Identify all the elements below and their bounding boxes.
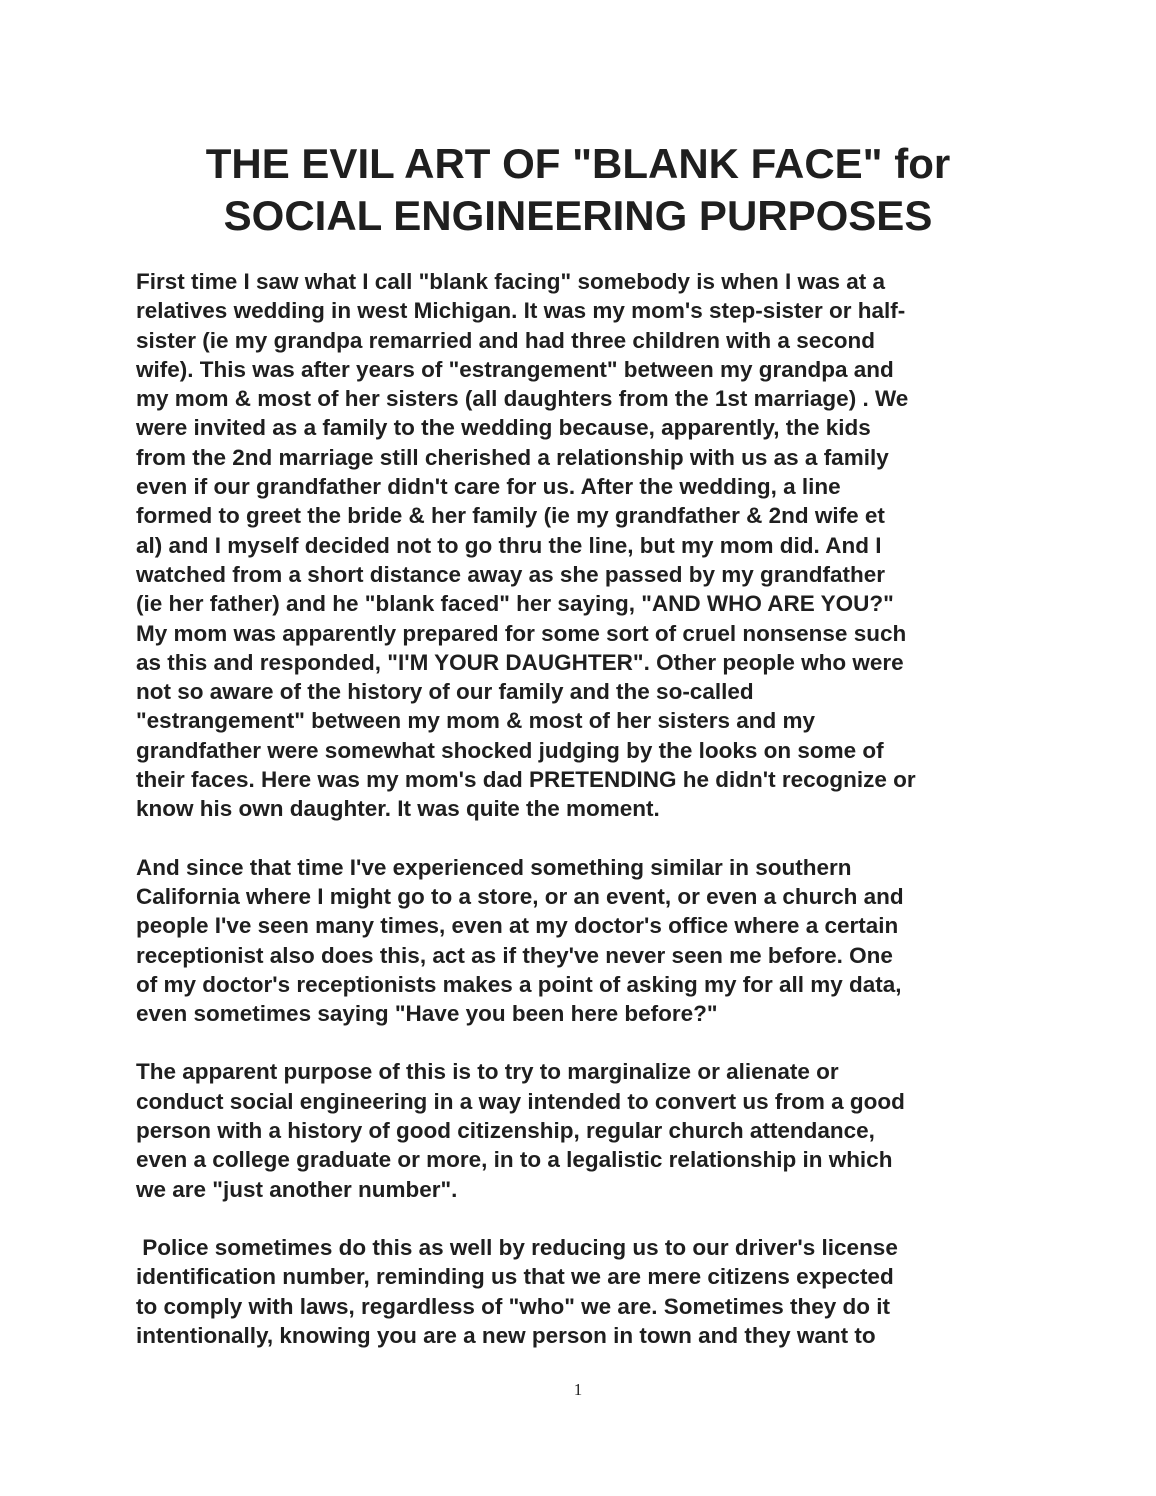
title-line: SOCIAL ENGINEERING PURPOSES	[223, 192, 933, 239]
text-line: (ie her father) and he "blank faced" her saying, "AND WHO ARE YOU?"	[136, 591, 894, 617]
text-line: as this and responded, "I'M YOUR DAUGHTER". Other people who were	[136, 649, 904, 675]
text-line: person with a history of good citizenship, regular church attendance,	[136, 1118, 875, 1144]
text-line: to comply with laws, regardless of "who" we are. Sometimes they do it	[136, 1293, 891, 1319]
text-line: from the 2nd marriage still cherished a relationship with us as a family	[136, 444, 889, 470]
paragraph-california	[136, 853, 1026, 1029]
text-line: of my doctor's receptionists makes a point of asking my for all my data,	[136, 971, 902, 997]
text-line: "estrangement" between my mom & most of her sisters and my	[136, 708, 816, 734]
text-line: Police sometimes do this as well by reducing us to our driver's license	[136, 1234, 898, 1260]
text-line: even sometimes saying "Have you been here before?"	[136, 1001, 718, 1027]
text-line: not so aware of the history of our family and the so-called	[136, 679, 754, 705]
text-line: formed to greet the bride & her family (ie my grandfather & 2nd wife et	[136, 503, 885, 529]
page-number: 1	[573, 1380, 583, 1399]
paragraph-purpose	[136, 1057, 1026, 1203]
text-line: even if our grandfather didn't care for us. After the wedding, a line	[136, 474, 841, 500]
text-line: grandfather were somewhat shocked judging by the looks on some of	[136, 737, 884, 763]
text-line: sister (ie my grandpa remarried and had three children with a second	[136, 327, 875, 353]
text-line: know his own daughter. It was quite the moment.	[136, 796, 660, 822]
text-line: conduct social engineering in a way intended to convert us from a good	[136, 1088, 905, 1114]
text-line: al) and I myself decided not to go thru the line, but my mom did. And I	[136, 532, 882, 558]
text-line: were invited as a family to the wedding because, apparently, the kids	[136, 415, 871, 441]
text-line: intentionally, knowing you are a new person in town and they want to	[136, 1322, 876, 1348]
text-line: even a college graduate or more, in to a legalistic relationship in which	[136, 1147, 893, 1173]
text-line: wife). This was after years of "estrangement" between my grandpa and	[136, 356, 894, 382]
text-line: My mom was apparently prepared for some sort of cruel nonsense such	[136, 620, 907, 646]
text-line: First time I saw what I call "blank facing" somebody is when I was at a	[136, 269, 886, 294]
text-line: The apparent purpose of this is to try to marginalize or alienate or	[136, 1059, 839, 1085]
paragraph-wedding	[136, 267, 1026, 824]
text-line: identification number, reminding us that we are mere citizens expected	[136, 1264, 894, 1290]
text-line: relatives wedding in west Michigan. It was my mom's step-sister or half-	[136, 298, 906, 324]
text-line: And since that time I've experienced something similar in southern	[136, 854, 852, 880]
document-body	[136, 267, 1026, 1379]
title-line: THE EVIL ART OF "BLANK FACE" for	[205, 140, 951, 187]
text-line: California where I might go to a store, or an event, or even a church and	[136, 883, 904, 909]
text-line: watched from a short distance away as she passed by my grandfather	[136, 561, 886, 587]
text-line: we are "just another number".	[136, 1176, 458, 1202]
text-line: people I've seen many times, even at my doctor's office where a certain	[136, 913, 899, 939]
paragraph-police	[136, 1233, 1026, 1350]
text-line: my mom & most of her sisters (all daughters from the 1st marriage) . We	[136, 386, 909, 412]
page-title	[120, 138, 1036, 242]
text-line: their faces. Here was my mom's dad PRETENDING he didn't recognize or	[136, 767, 916, 793]
text-line: receptionist also does this, act as if they've never seen me before. One	[136, 942, 893, 968]
